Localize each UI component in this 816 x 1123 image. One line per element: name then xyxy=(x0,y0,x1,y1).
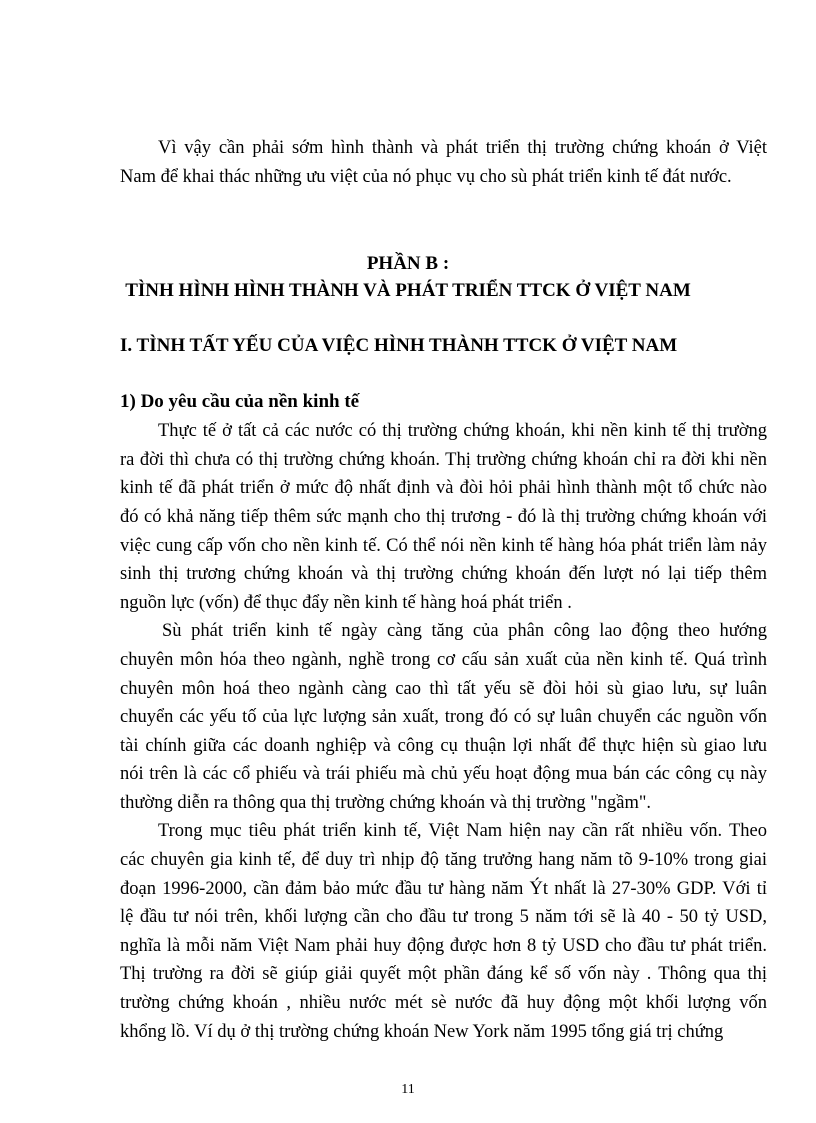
text-line: chuyển các yếu tố của lực lượng sản xuất, trong đó có sự luân chuyển các nguồn vốn xyxy=(120,707,767,727)
subsection-heading: 1) Do yêu cầu của nền kinh tế xyxy=(120,391,360,412)
text-line: Sù phát triển kinh tế ngày càng tăng của phân công lao động theo hướng xyxy=(162,621,767,641)
part-label: PHẦN B : xyxy=(366,253,450,274)
text-line: tài chính giữa các doanh nghiệp và công cụ thuận lợi nhất để thực hiện sù giao lưu xyxy=(120,736,767,756)
text-line: khổng lồ. Ví dụ ở thị trường chứng khoán New York năm 1995 tổng giá trị chứng xyxy=(120,1022,724,1042)
text-line: Thị trường ra đời sẽ giúp giải quyết một phần đáng kể số vốn này . Thông qua thị xyxy=(120,964,767,984)
text-line: Thực tế ở tất cả các nước có thị trường chứng khoán, khi nền kinh tế thị trường xyxy=(158,421,767,441)
text-line: ra đời thì chưa có thị trường chứng khoán. Thị trường chứng khoán chỉ ra đời khi nền xyxy=(120,450,767,470)
text-line: chuyên môn hóa theo ngành, nghề trong cơ cấu sản xuất của nền kinh tế. Quá trình xyxy=(120,650,767,670)
text-line: sinh thị trương chứng khoán và thị trường chứng khoán đến lượt nó lại tiếp thêm xyxy=(120,564,767,584)
text-line: lệ đầu tư nói trên, khối lượng cần cho đầu tư trong 5 năm tới sẽ là 40 - 50 tỷ USD, xyxy=(120,907,767,927)
text-line: Trong mục tiêu phát triển kinh tế, Việt Nam hiện nay cần rất nhiều vốn. Theo xyxy=(158,821,767,841)
text-line: thường diễn ra thông qua thị trường chứng khoán và thị trường "ngầm". xyxy=(120,793,652,813)
text-line: đoạn 1996-2000, cần đảm bảo mức đầu tư hàng năm Ýt nhất là 27-30% GDP. Với tỉ xyxy=(120,879,767,899)
intro-line: Nam để khai thác những ưu việt của nó phục vụ cho sù phát triển kinh tế đát nước. xyxy=(120,167,732,187)
text-line: việc cung cấp vốn cho nền kinh tế. Có thể nói nền kinh tế hàng hóa phát triển làm nảy xyxy=(120,536,767,556)
section-heading: I. TÌNH TẤT YẾU CỦA VIỆC HÌNH THÀNH TTCK Ở VIỆT NAM xyxy=(120,335,678,356)
part-title: TÌNH HÌNH HÌNH THÀNH VÀ PHÁT TRIỂN TTCK Ở VIỆT NAM xyxy=(125,280,691,301)
text-line: nghĩa là mỗi năm Việt Nam phải huy động được hơn 8 tỷ USD cho đầu tư phát triển. xyxy=(120,936,767,956)
intro-line: Vì vậy cần phải sớm hình thành và phát triển thị trường chứng khoán ở Việt xyxy=(158,138,767,158)
page-number: 11 xyxy=(401,1082,415,1097)
text-line: chuyên môn hoá theo ngành càng cao thì tất yếu sẽ đòi hỏi sù giao lưu, sự luân xyxy=(120,679,767,699)
text-line: nói trên là các cổ phiếu và trái phiếu mà chủ yếu hoạt động mua bán các công cụ này xyxy=(120,764,767,784)
text-line: các chuyên gia kinh tế, để duy trì nhịp độ tăng trưởng hang năm tõ 9-10% trong giai xyxy=(120,850,767,870)
text-line: trường chứng khoán , nhiều nước mét sè nước đã huy động một khối lượng vốn xyxy=(120,993,767,1013)
text-line: đó có khả năng tiếp thêm sức mạnh cho thị trương - đó là thị trường chứng khoán với xyxy=(120,507,767,527)
text-line: nguồn lực (vốn) để thục đẩy nền kinh tế hàng hoá phát triển . xyxy=(120,593,572,613)
text-line: kinh tế đã phát triển ở mức độ nhất định và đòi hỏi phải hình thành một tổ chức nào xyxy=(120,478,767,498)
